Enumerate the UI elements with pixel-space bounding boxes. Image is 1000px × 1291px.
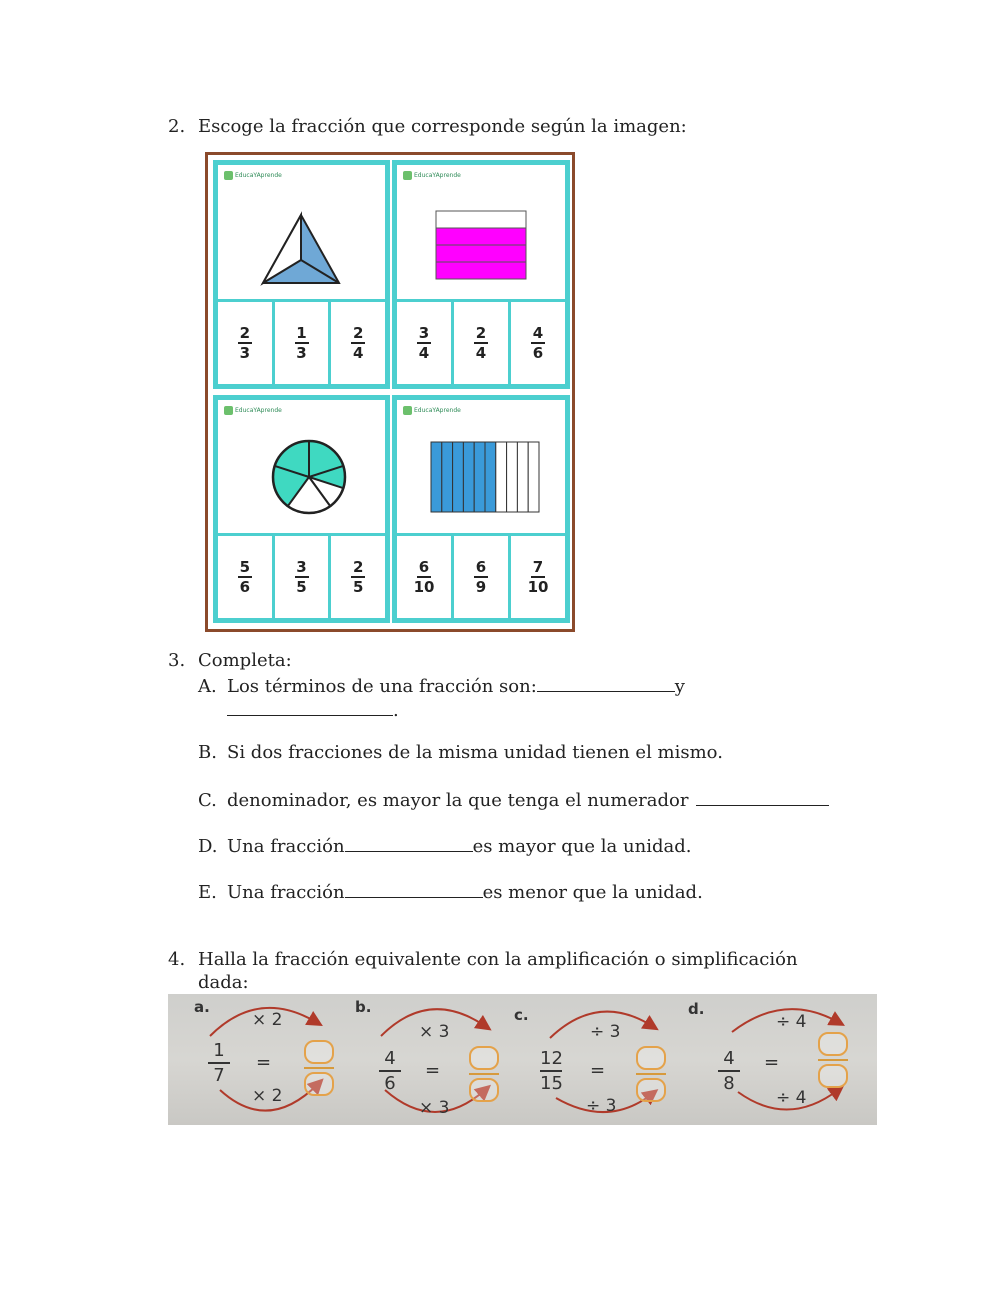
top-operation: ÷ 3: [590, 1022, 621, 1042]
item-letter: E.: [198, 882, 217, 903]
circle-figure: [218, 400, 385, 534]
bottom-operation: × 3: [419, 1098, 450, 1118]
option[interactable]: 4 6: [532, 324, 544, 362]
exercise-d: [688, 994, 865, 1125]
exercise-a: [168, 994, 345, 1125]
item-text: Si dos fracciones de la misma unidad tienen el mismo.: [227, 742, 723, 763]
given-fraction: 12 15: [540, 1048, 563, 1094]
item-text: .: [393, 700, 399, 721]
q4-prompt-line2: dada:: [198, 972, 249, 993]
item-letter: C.: [198, 790, 217, 811]
item-letter: B.: [198, 742, 217, 763]
exercise-label: d.: [688, 1000, 705, 1018]
q3-item-a: [198, 673, 685, 699]
given-fraction: 1 7: [208, 1040, 230, 1086]
rectangle-rows-figure: [397, 165, 565, 299]
top-operation: × 3: [419, 1022, 450, 1042]
item-letter: D.: [198, 836, 218, 857]
answer-blank[interactable]: [227, 697, 393, 716]
item-letter: A.: [198, 676, 217, 697]
answer-box[interactable]: [469, 1046, 499, 1106]
answer-blank[interactable]: [537, 673, 675, 692]
given-fraction: 4 8: [718, 1048, 740, 1094]
option[interactable]: 2 4: [454, 302, 511, 384]
card-rectangle-rows: [392, 160, 570, 389]
q3-item-a-cont: [227, 697, 399, 723]
card-triangle: [213, 160, 390, 389]
logo: EducaYAprende: [224, 171, 282, 180]
item-text: es mayor que la unidad.: [472, 836, 692, 857]
fraction-cards-figure: [205, 152, 575, 632]
top-operation: × 2: [252, 1010, 283, 1030]
item-text: y: [674, 676, 685, 697]
card-circle: [213, 395, 390, 623]
rectangle-columns-figure: [397, 400, 565, 534]
answer-box[interactable]: [818, 1032, 848, 1092]
options-row: [218, 299, 385, 384]
option[interactable]: 2 4: [352, 324, 364, 362]
card-rectangle-columns: [392, 395, 570, 623]
item-text: Los términos de una fracción son:: [227, 676, 537, 697]
triangle-figure: [218, 165, 385, 299]
logo: EducaYAprende: [224, 406, 282, 415]
exercise-label: c.: [514, 1006, 529, 1024]
option[interactable]: 6 9: [454, 536, 511, 618]
q3-item-c: [198, 787, 829, 813]
option[interactable]: 3 4: [397, 302, 454, 384]
answer-blank[interactable]: [696, 787, 829, 806]
item-text: Una fracción: [227, 882, 345, 903]
options-row: [397, 299, 565, 384]
logo: EducaYAprende: [403, 406, 461, 415]
answer-blank[interactable]: [345, 879, 483, 898]
exercise-label: a.: [194, 998, 210, 1016]
q2-prompt: Escoge la fracción que corresponde según la imagen:: [198, 116, 687, 137]
q2-number: 2.: [168, 116, 186, 137]
item-text: Una fracción: [227, 836, 345, 857]
given-fraction: 4 6: [379, 1048, 401, 1094]
answer-box[interactable]: [636, 1046, 666, 1106]
option[interactable]: 6 10: [397, 536, 454, 618]
option[interactable]: 7 10: [527, 558, 549, 596]
item-text: es menor que la unidad.: [482, 882, 703, 903]
option[interactable]: 2 5: [352, 558, 364, 596]
q3-prompt: Completa:: [198, 650, 292, 671]
answer-blank[interactable]: [345, 833, 473, 852]
q3-item-b: [198, 741, 723, 765]
q3-item-d: [198, 833, 691, 859]
option[interactable]: 1 3: [275, 302, 332, 384]
q4-prompt-line1: Halla la fracción equivalente con la amplificación o simplificación: [198, 949, 798, 970]
exercise-b: [345, 994, 522, 1125]
bottom-operation: ÷ 4: [776, 1088, 807, 1108]
options-row: [218, 533, 385, 618]
exercise-label: b.: [355, 998, 372, 1016]
item-text: denominador, es mayor la que tenga el numerador: [227, 790, 689, 811]
q3-number: 3.: [168, 650, 186, 671]
exercise-c: [512, 994, 689, 1125]
bottom-operation: × 2: [252, 1086, 283, 1106]
logo: EducaYAprende: [403, 171, 461, 180]
answer-box[interactable]: [304, 1040, 334, 1100]
top-operation: ÷ 4: [776, 1012, 807, 1032]
options-row: [397, 533, 565, 618]
equals-sign: =: [764, 1052, 780, 1073]
equals-sign: =: [256, 1052, 272, 1073]
equals-sign: =: [590, 1060, 606, 1081]
equals-sign: =: [425, 1060, 441, 1081]
option[interactable]: 3 5: [275, 536, 332, 618]
option[interactable]: 5 6: [218, 536, 275, 618]
q4-number: 4.: [168, 949, 186, 970]
q3-item-e: [198, 879, 703, 905]
option[interactable]: 2 3: [218, 302, 275, 384]
equivalent-fractions-strip: [168, 994, 877, 1125]
bottom-operation: ÷ 3: [586, 1096, 617, 1116]
